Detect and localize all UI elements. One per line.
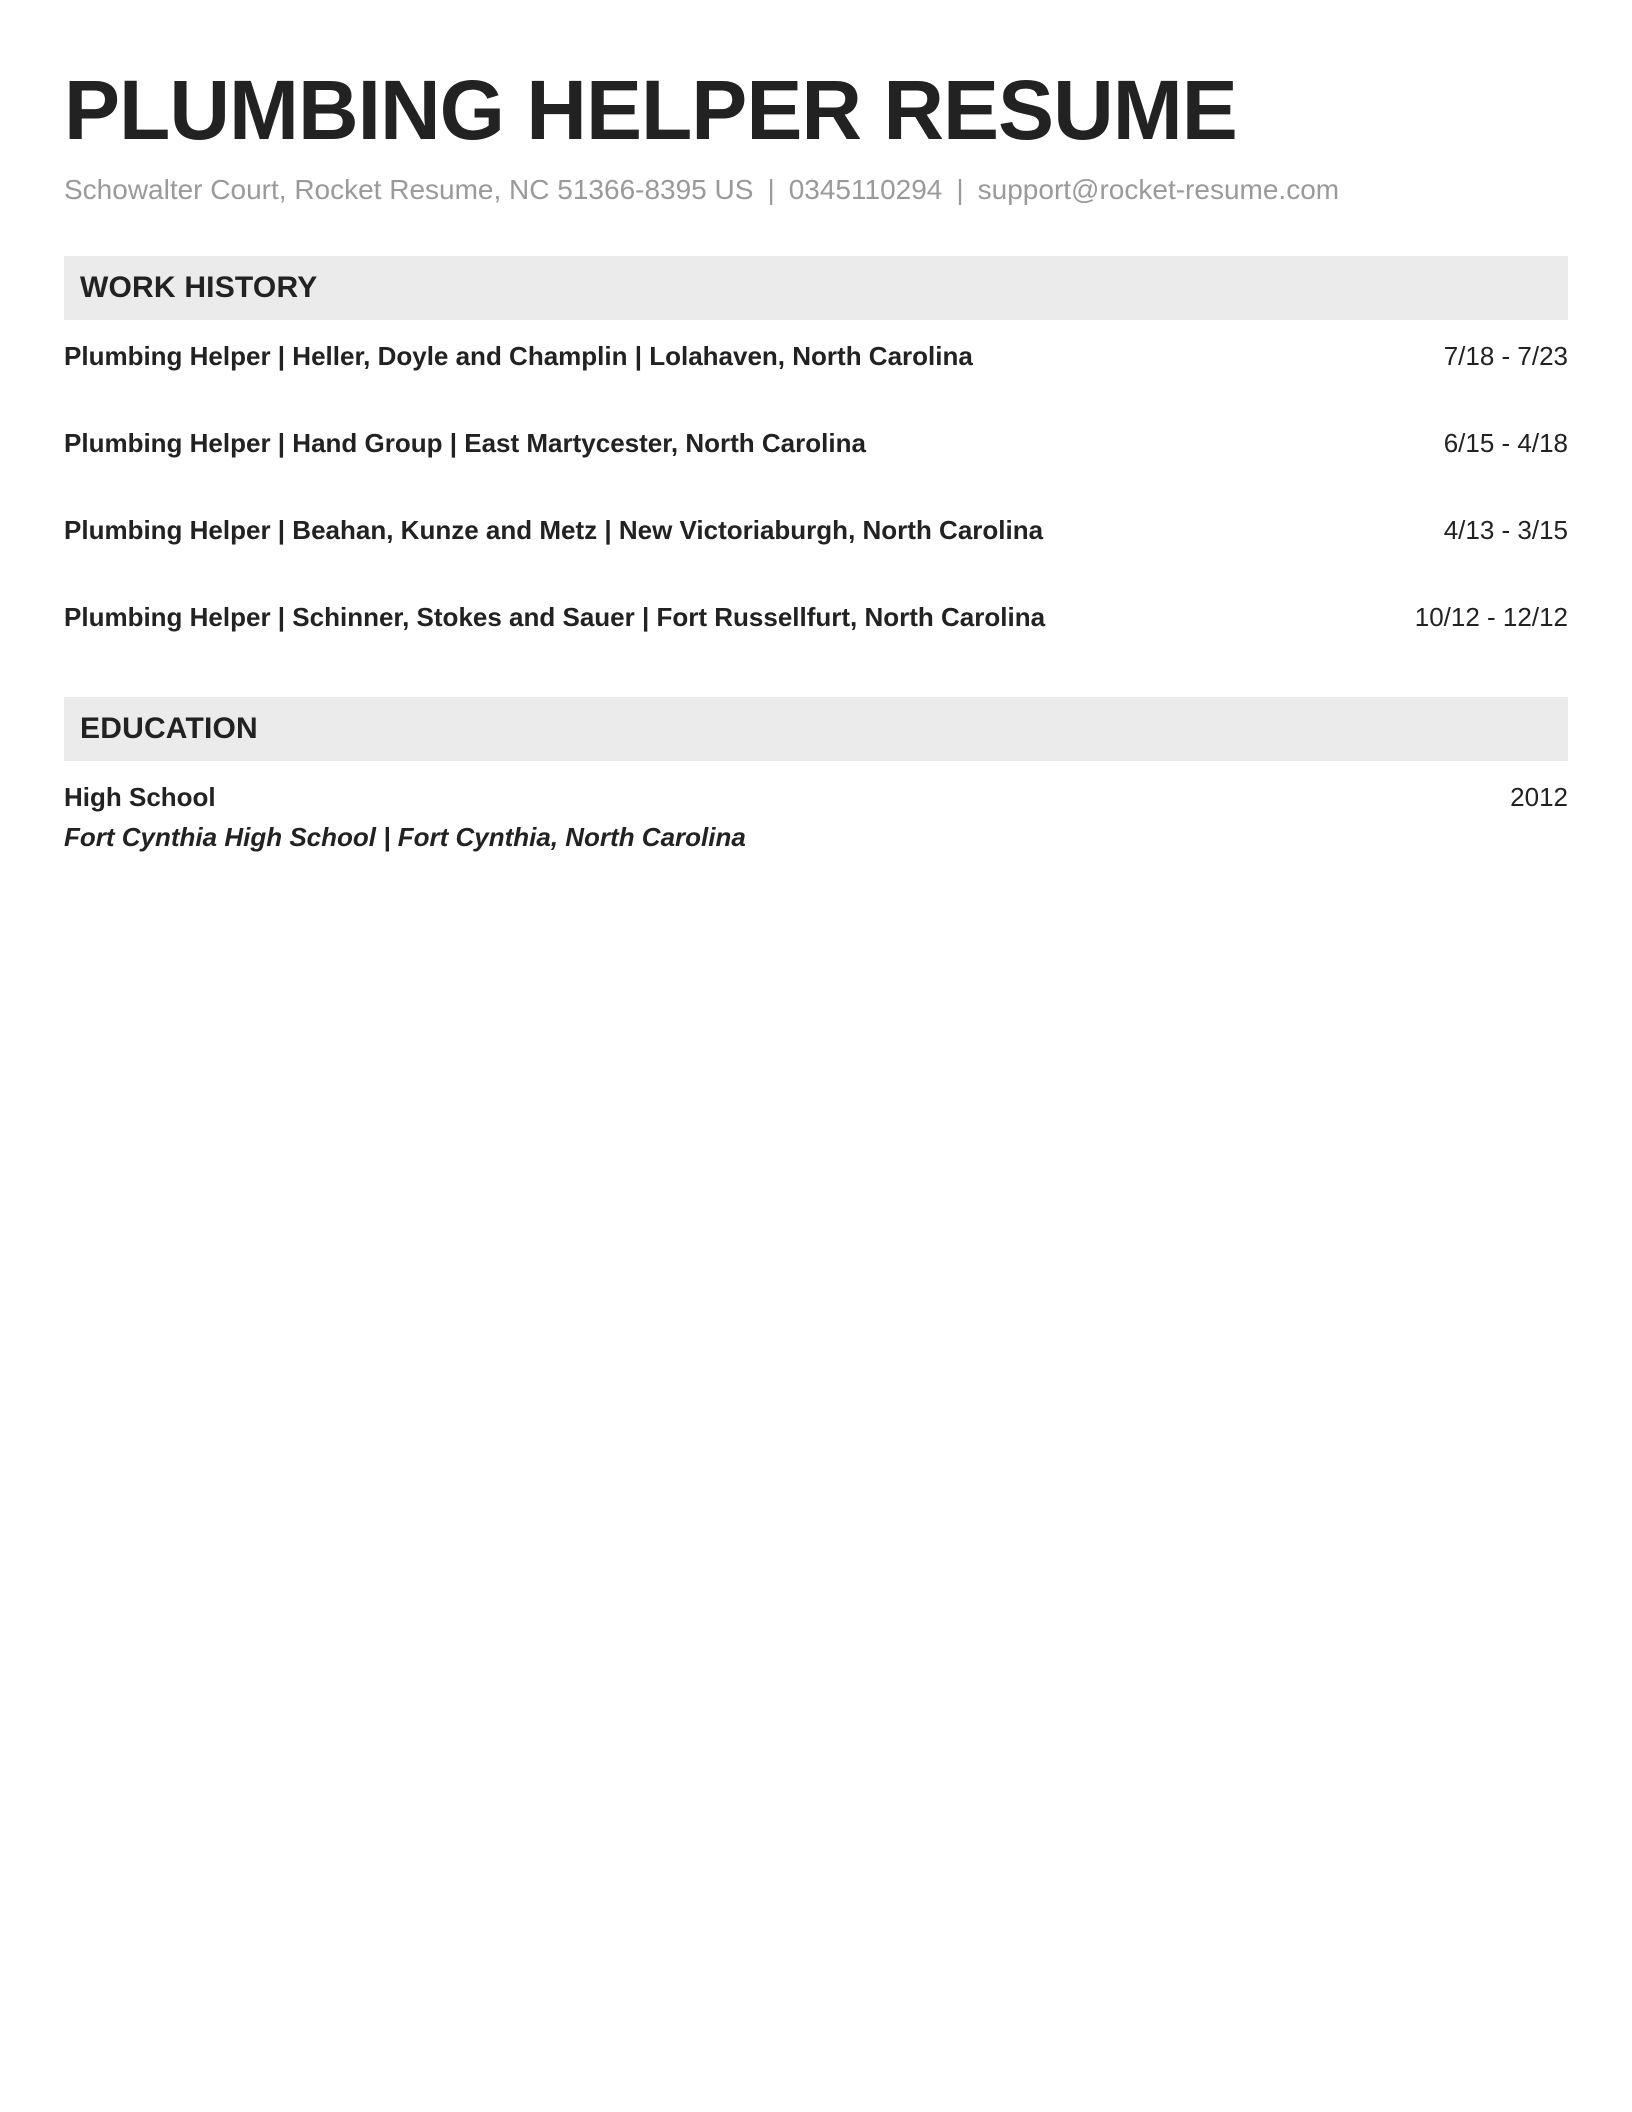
job-title: Plumbing Helper | Beahan, Kunze and Metz | New Victoriaburgh, North Carolina: [64, 515, 1044, 545]
job-dates: 4/13 - 3/15: [1443, 515, 1568, 545]
contact-separator: |: [767, 174, 775, 205]
job-dates: 10/12 - 12/12: [1414, 602, 1568, 632]
education-entry: [64, 779, 1568, 815]
job-dates: 6/15 - 4/18: [1443, 428, 1568, 458]
job-entry: [64, 599, 1568, 649]
contact-phone: 0345110294: [788, 174, 943, 205]
job-entry: [64, 512, 1568, 599]
education-list: [64, 779, 1568, 855]
job-entry: [64, 338, 1568, 425]
contact-email: support@rocket-resume.com: [977, 174, 1340, 205]
job-dates: 7/18 - 7/23: [1443, 341, 1568, 371]
education-degree: High School: [64, 782, 216, 812]
contact-line: [64, 172, 1568, 208]
job-entry: [64, 425, 1568, 512]
education-heading: EDUCATION: [64, 697, 1568, 761]
resume-title: PLUMBING HELPER RESUME: [64, 63, 1237, 157]
work-history-list: [64, 338, 1568, 649]
contact-address: Schowalter Court, Rocket Resume, NC 51366-8395 US: [64, 174, 754, 205]
contact-separator: |: [956, 174, 964, 205]
job-title: Plumbing Helper | Heller, Doyle and Champlin | Lolahaven, North Carolina: [64, 341, 973, 371]
job-title: Plumbing Helper | Schinner, Stokes and Sauer | Fort Russellfurt, North Carolina: [64, 602, 1046, 632]
education-year: 2012: [1510, 782, 1568, 812]
job-title: Plumbing Helper | Hand Group | East Martycester, North Carolina: [64, 428, 866, 458]
education-school: Fort Cynthia High School | Fort Cynthia, North Carolina: [64, 822, 746, 852]
work-history-heading: WORK HISTORY: [64, 256, 1568, 320]
